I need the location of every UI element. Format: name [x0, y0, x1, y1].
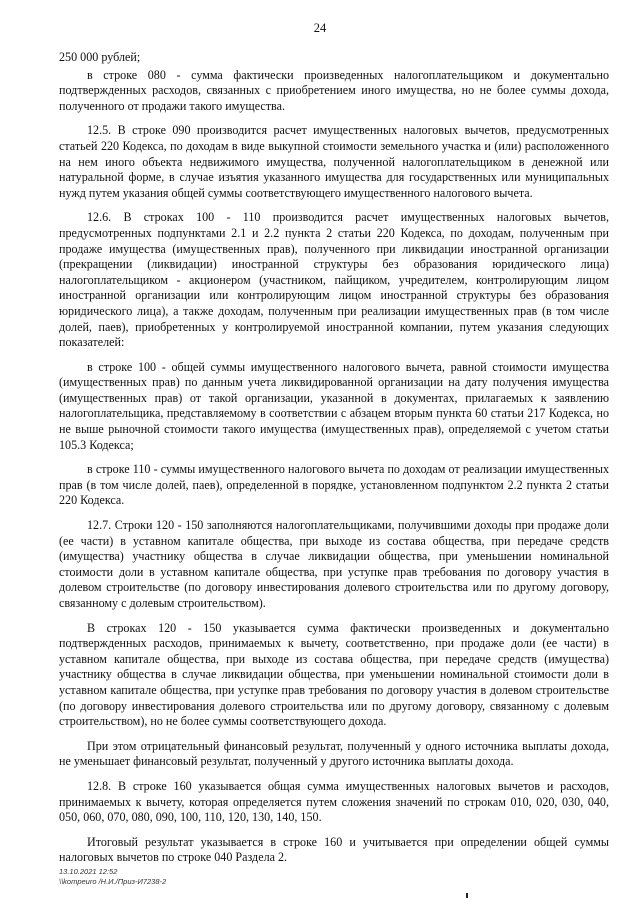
footer-timestamp: 13.10.2021 12:52 — [59, 867, 118, 876]
paragraph-12-7: 12.7. Строки 120 - 150 заполняются налогоплательщиками, получившими доходы при продаже доли (ее части) в уставном капитале общества, при выходе из состава общества, при передаче средств (имущества) участнику общества в случае ликвидации общества, при уменьшении номинальной стоимости доли в уставном капитале общества, при уступке прав требования по договору участия в долевом строительстве (по договору инвестирования долевого строительства или по другому договору, связанному с долевым строительством). — [59, 518, 609, 610]
paragraph-total-result: Итоговый результат указывается в строке 160 и учитывается при определении общей суммы налоговых вычетов по строке 040 Раздела 2. — [59, 834, 609, 865]
paragraph-12-8: 12.8. В строке 160 указывается общая сумма имущественных налоговых вычетов и расходов, принимаемых к вычету, которая определяется путем сложения значений по строкам 010, 020, 030, 040, 050, 060, 070, 080, 090, 100, 110, 120, 130, 140, 150. — [59, 778, 609, 825]
paragraph-line-110: в строке 110 - суммы имущественного налогового вычета по доходам от реализации имущественных прав (в том числе долей, паев), определенной в порядке, установленном подпунктом 2.2 пункта 2 статьи 220 Кодекса. — [59, 462, 609, 508]
paragraph-12-6: 12.6. В строках 100 - 110 производится расчет имущественных налоговых вычетов, предусмотренных подпунктами 2.1 и 2.2 пункта 2 статьи 220 Кодекса, по доходам, полученным при продаже имущества (имущественных прав), полученного при ликвидации иностранной организации (прекращении (ликвидации) иностранной структуры без образования юридического лица) налогоплательщиком - акционером (участником, пайщиком, учредителем, контролирующим лицом иностранной организации или контролирующим лицом иностранной структуры без образования юридического лица), а также доходам, полученным при реализации имущественных прав (в том числе долей, паев), приобретенных у контролируемой иностранной компании, путем указания следующих показателей: — [59, 210, 609, 350]
paragraph-line-100: в строке 100 - общей суммы имущественного налогового вычета, равной стоимости имущества (имущественных прав) по данным учета ликвидированной организации на дату получения имущества (имущественных прав) от такой организации, указанной в документах, прилагаемых к заявлению налогоплательщика, представляемому в соответствии с абзацем вторым пункта 60 статьи 217 Кодекса, но не выше рыночной стоимости такого имущества (имущественных прав), определяемой с учетом статьи 105.3 Кодекса; — [59, 359, 609, 452]
paragraph-continuation: 250 000 рублей; — [59, 50, 141, 64]
print-footer — [59, 867, 166, 887]
paragraph-negative-result: При этом отрицательный финансовый результат, полученный у одного источника выплаты дохода, не уменьшает финансовый результат, полученный у другого источника выплаты дохода. — [59, 738, 609, 769]
paragraph-lines-120-150: В строках 120 - 150 указывается сумма фактически произведенных и документально подтвержденных расходов, принимаемых к вычету, соответственно, при продаже доли (ее части) в уставном капитале общества, при выходе из состава общества, при передаче средств (имущества) участнику общества в случае ликвидации общества, при уменьшении номинальной стоимости доли в уставном капитале общества, при уступке прав требования по договору участия в долевом строительстве (по договору инвестирования долевого строительства или по другому договору, связанному с долевым строительством), но не более суммы соответствующего дохода. — [59, 620, 609, 729]
paragraph-line-080: в строке 080 - сумма фактически произведенных налогоплательщиком и документально подтвержденных расходов, связанных с приобретением иного имущества, но не более суммы дохода, полученного от продажи такого имущества. — [59, 67, 609, 113]
document-body — [59, 50, 609, 875]
paragraph-12-5: 12.5. В строке 090 производится расчет имущественных налоговых вычетов, предусмотренных статьей 220 Кодекса, по доходам в виде выкупной стоимости земельного участка и (или) расположенного на нем иного объекта недвижимого имущества, полученной налогоплательщиком в денежной или натуральной форме, в случае изъятия указанного имущества для государственных или муниципальных нужд путем указания общей суммы соответствующего имущественного налогового вычета. — [59, 123, 609, 200]
page-number: 24 — [313, 21, 327, 35]
footer-document-ref: \\kompeuro /Н.И./Приз-И7238-2 — [59, 877, 167, 886]
scan-mark — [466, 893, 468, 898]
